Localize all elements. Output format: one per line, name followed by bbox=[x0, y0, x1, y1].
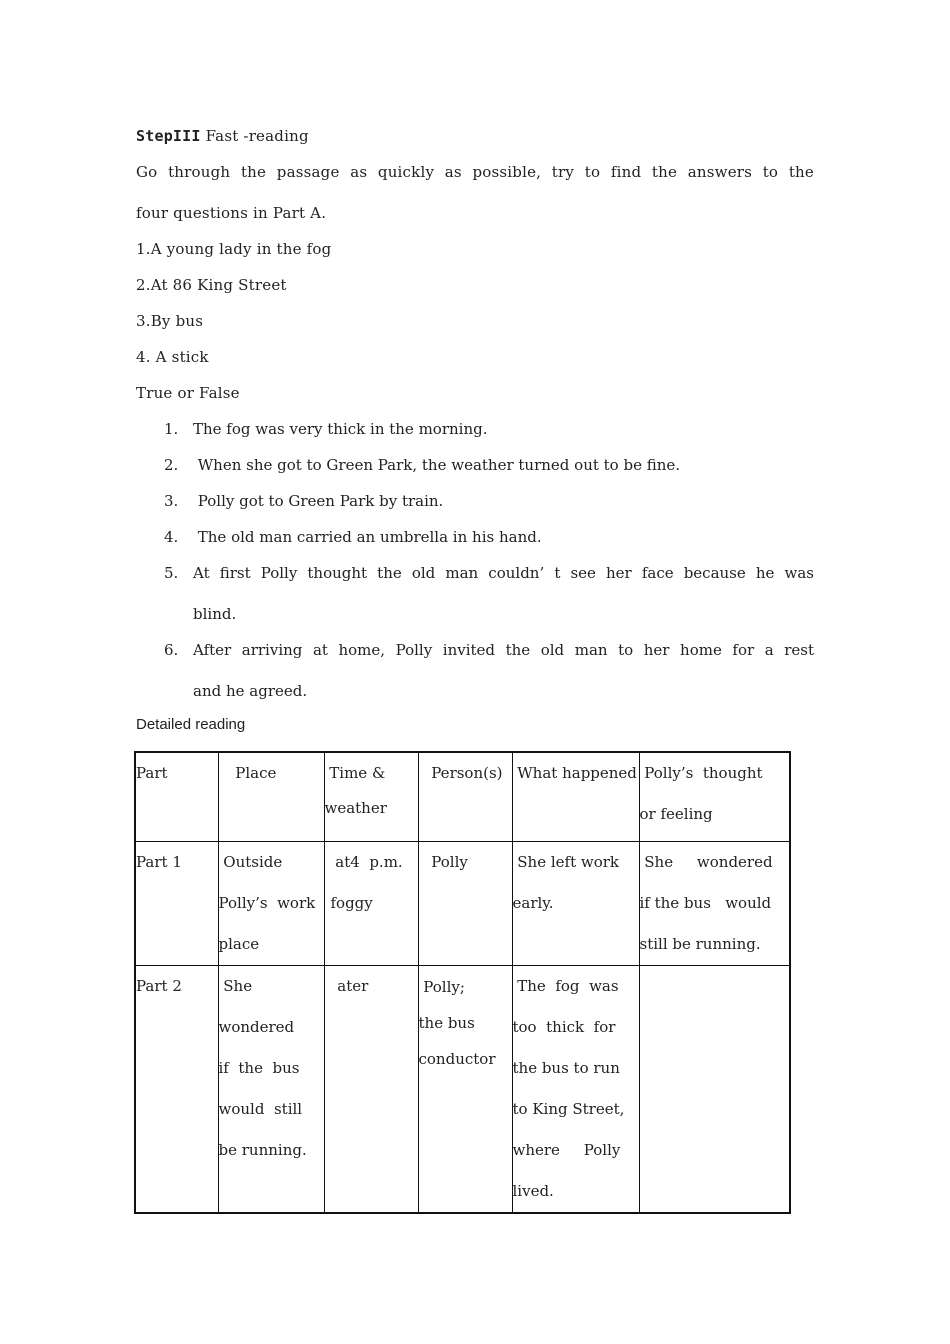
table-row bbox=[135, 841, 790, 965]
table-cell: at4 p.m. foggy bbox=[324, 841, 418, 965]
table-cell: She wondered if the bus would still be running. bbox=[639, 841, 790, 965]
tf-number: 5. bbox=[164, 564, 179, 582]
step-title: Fast -reading bbox=[200, 127, 309, 145]
table-cell: Polly bbox=[418, 841, 512, 965]
detailed-reading-table bbox=[134, 751, 791, 1214]
table-cell: Part 1 bbox=[135, 841, 218, 965]
table-cell: Polly; the bus conductor bbox=[418, 965, 512, 1213]
tf-number: 1. bbox=[164, 420, 179, 438]
tf-item-text: The fog was very thick in the morning. bbox=[193, 420, 488, 438]
table-cell: ater bbox=[324, 965, 418, 1213]
table-row bbox=[135, 965, 790, 1213]
answer-1: 1.A young lady in the fog bbox=[136, 240, 332, 258]
detailed-reading-heading: Detailed reading bbox=[136, 716, 246, 733]
tf-item-text: When she got to Green Park, the weather turned out to be fine. bbox=[193, 456, 681, 474]
instruction-line-2: four questions in Part A. bbox=[136, 204, 327, 222]
tf-item-text: Polly got to Green Park by train. bbox=[193, 492, 444, 510]
step-heading bbox=[136, 127, 309, 145]
answer-2: 2.At 86 King Street bbox=[136, 276, 287, 294]
header-cell: Part bbox=[135, 752, 218, 841]
header-cell: Polly’s thought or feeling bbox=[639, 752, 790, 841]
table-cell: Outside Polly’s work place bbox=[218, 841, 324, 965]
tf-number: 2. bbox=[164, 456, 179, 474]
table-cell bbox=[639, 965, 790, 1213]
tf-number: 3. bbox=[164, 492, 179, 510]
answer-4: 4. A stick bbox=[136, 348, 209, 366]
table-cell: Part 2 bbox=[135, 965, 218, 1213]
tf-item-continuation: blind. bbox=[193, 605, 237, 623]
answer-3: 3.By bus bbox=[136, 312, 204, 330]
table-cell: The fog was too thick for the bus to run to King Street, where Polly lived. bbox=[512, 965, 639, 1213]
header-cell: Time & weather bbox=[324, 752, 418, 841]
header-cell: What happened bbox=[512, 752, 639, 841]
tf-item-continuation: and he agreed. bbox=[193, 682, 308, 700]
tf-number: 6. bbox=[164, 641, 179, 659]
header-cell: Place bbox=[218, 752, 324, 841]
table-header-row bbox=[135, 752, 790, 841]
step-prefix: StepIII bbox=[136, 127, 201, 145]
tf-number: 4. bbox=[164, 528, 179, 546]
header-cell: Person(s) bbox=[418, 752, 512, 841]
tf-item-text: The old man carried an umbrella in his hand. bbox=[193, 528, 542, 546]
instruction-line-1: Go through the passage as quickly as possible, try to find the answers to the bbox=[136, 163, 814, 181]
tf-item-text: After arriving at home, Polly invited the old man to her home for a rest bbox=[193, 641, 814, 659]
table-cell: She left work early. bbox=[512, 841, 639, 965]
tf-item-text: At first Polly thought the old man couldn’ t see her face because he was bbox=[193, 564, 814, 582]
table-cell: She wondered if the bus would still be running. bbox=[218, 965, 324, 1213]
true-false-heading: True or False bbox=[136, 384, 240, 402]
